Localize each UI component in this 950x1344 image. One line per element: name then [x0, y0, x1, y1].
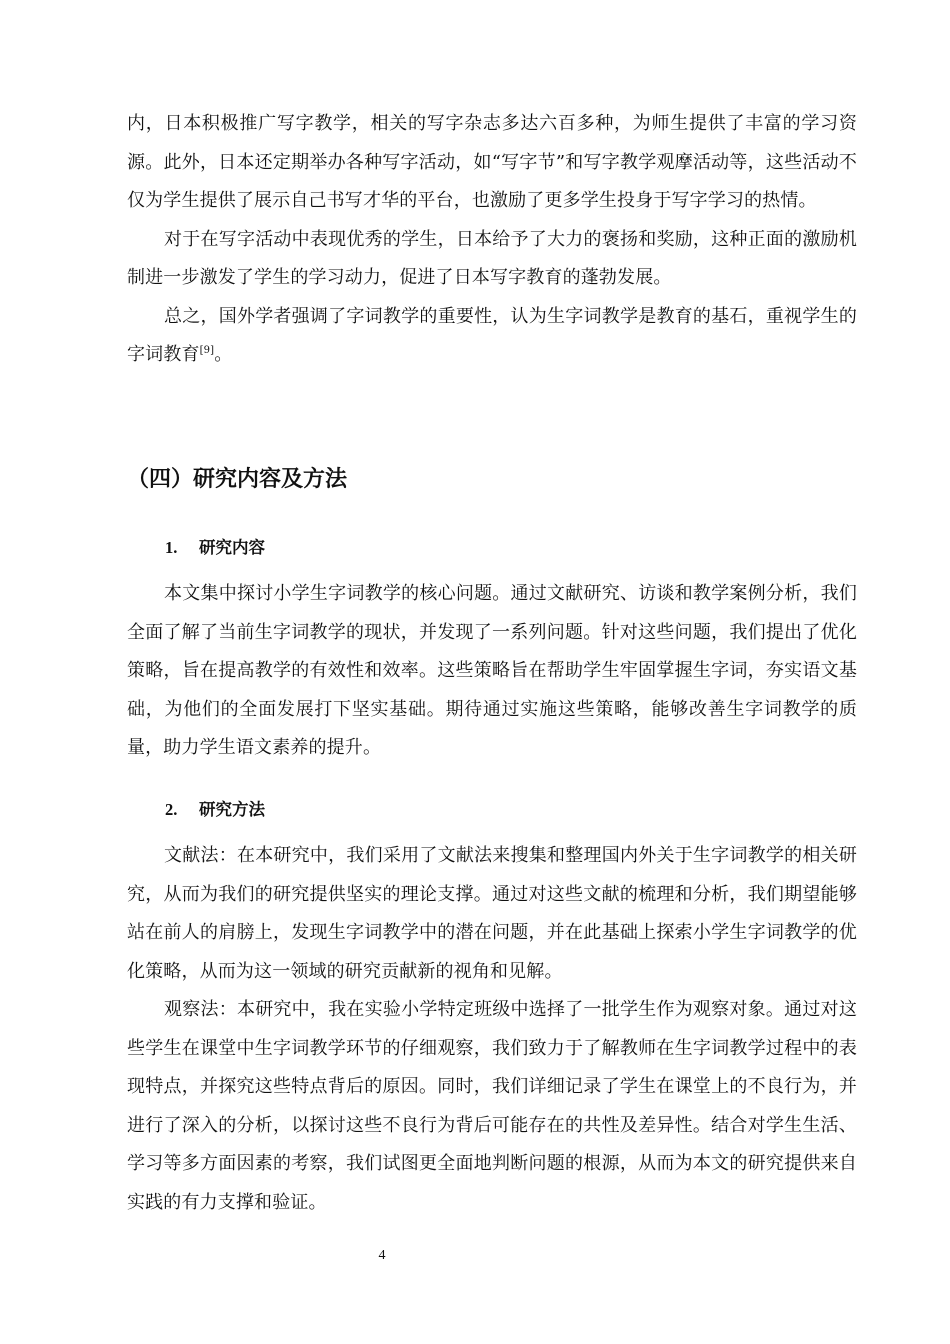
intro-text-block: [127, 105, 857, 375]
method-paragraph-observation: 观察法：本研究中，我在实验小学特定班级中选择了一批学生作为观察对象。通过对这些学生在课堂中生字词教学环节的仔细观察，我们致力于了解教师在生字词教学过程中的表现特点，并探究这些特点背后的原因。同时，我们详细记录了学生在课堂上的不良行为，并进行了深入的分析，以探讨这些不良行为背后可能存在的共性及差异性。结合对学生生活、学习等多方面因素的考察，我们试图更全面地判断问题的根源，从而为本文的研究提供来自实践的有力支撑和验证。: [127, 999, 857, 1213]
section-heading: （四）研究内容及方法: [127, 467, 348, 492]
citation-marker: [9]: [199, 345, 215, 356]
method-text-block: [127, 837, 857, 1222]
intro-paragraph-3: [127, 298, 857, 375]
subsection-heading-content: [165, 533, 265, 563]
subsection-title: 研究内容: [199, 538, 265, 557]
intro-paragraph-3-end: 。: [214, 344, 233, 365]
intro-paragraph-3-text: 总之，国外学者强调了字词教学的重要性，认为生字词教学是教育的基石，重视学生的字词教育: [127, 305, 857, 365]
page-number: 4: [378, 1248, 386, 1263]
subsection-number: 1.: [165, 538, 178, 557]
subsection-heading-method: [165, 795, 265, 825]
method-paragraph-literature: 文献法：在本研究中，我们采用了文献法来搜集和整理国内外关于生字词教学的相关研究，从而为我们的研究提供坚实的理论支撑。通过对这些文献的梳理和分析，我们期望能够站在前人的肩膀上，发现生字词教学中的潜在问题，并在此基础上探索小学生字词教学的优化策略，从而为这一领域的研究贡献新的视角和见解。: [127, 845, 857, 982]
content-paragraph: 本文集中探讨小学生字词教学的核心问题。通过文献研究、访谈和教学案例分析，我们全面了解了当前生字词教学的现状，并发现了一系列问题。针对这些问题，我们提出了优化策略，旨在提高教学的有效性和效率。这些策略旨在帮助学生牢固掌握生字词，夯实语文基础，为他们的全面发展打下坚实基础。期待通过实施这些策略，能够改善生字词教学的质量，助力学生语文素养的提升。: [127, 583, 857, 758]
subsection-title: 研究方法: [199, 800, 265, 819]
intro-paragraph-1: 内，日本积极推广写字教学，相关的写字杂志多达六百多种，为师生提供了丰富的学习资源。此外，日本还定期举办各种写字活动，如“写字节”和写字教学观摩活动等，这些活动不仅为学生提供了展示自己书写才华的平台，也激励了更多学生投身于写字学习的热情。: [127, 113, 857, 211]
intro-paragraph-2: 对于在写字活动中表现优秀的学生，日本给予了大力的褒扬和奖励，这种正面的激励机制进一步激发了学生的学习动力，促进了日本写字教育的蓬勃发展。: [127, 228, 857, 288]
subsection-number: 2.: [165, 800, 178, 819]
